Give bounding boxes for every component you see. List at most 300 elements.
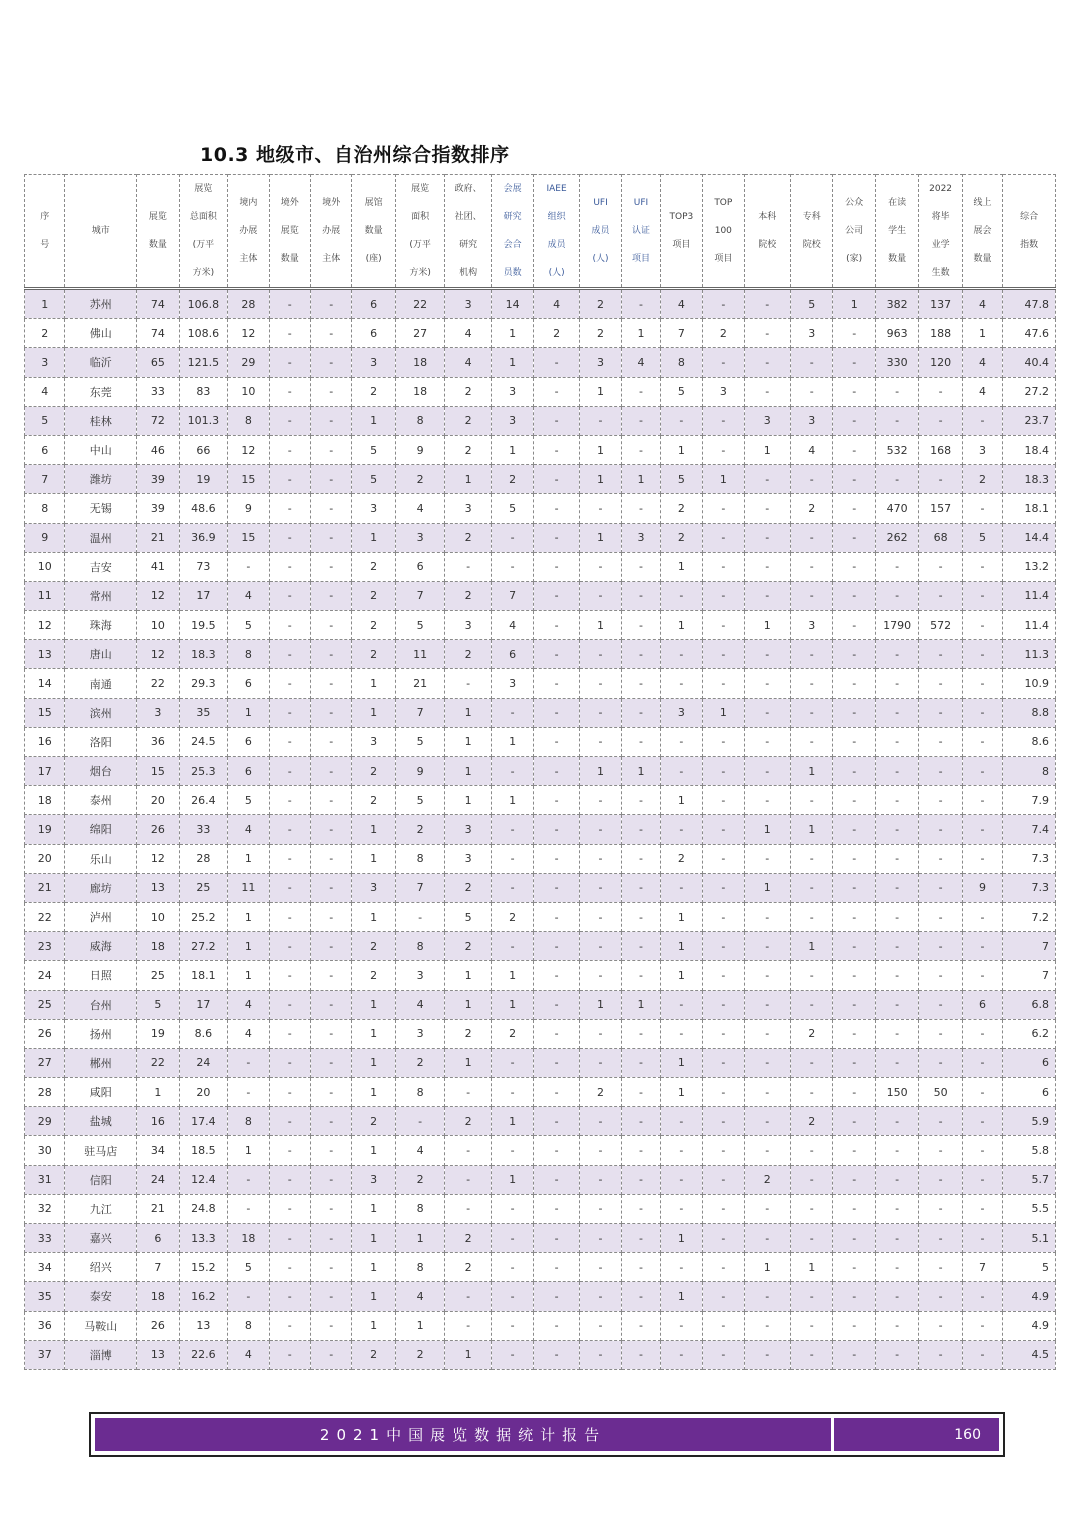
column-header-line: 展览 [148, 212, 167, 222]
value-cell: - [660, 757, 702, 786]
value-cell: 4.9 [1003, 1282, 1056, 1311]
value-cell: 11.4 [1003, 611, 1056, 640]
value-cell: - [703, 1107, 744, 1136]
value-cell: 1 [622, 757, 660, 786]
value-cell: - [660, 1194, 702, 1223]
city-cell: 苏州 [65, 289, 137, 319]
value-cell: 2 [579, 1078, 621, 1107]
value-cell: - [833, 786, 875, 815]
column-header-line: (人) [548, 268, 565, 278]
city-cell: 洛阳 [65, 727, 137, 756]
value-cell: - [703, 1253, 744, 1282]
value-cell: 2 [445, 873, 491, 902]
value-cell: 2 [491, 902, 533, 931]
value-cell: 2 [352, 1340, 395, 1369]
value-cell: - [744, 1136, 790, 1165]
value-cell: - [491, 552, 533, 581]
value-cell: 6 [137, 1224, 179, 1253]
value-cell: 15.2 [179, 1253, 228, 1282]
value-cell: - [875, 1019, 918, 1048]
value-cell: - [833, 377, 875, 406]
column-header-line: 组织 [547, 212, 566, 222]
value-cell: - [622, 640, 660, 669]
value-cell: 7 [1003, 932, 1056, 961]
value-cell: - [791, 1048, 833, 1077]
value-cell: - [875, 406, 918, 435]
value-cell: 24 [179, 1048, 228, 1077]
column-header-line: 方米) [409, 268, 431, 278]
rank-cell: 34 [25, 1253, 65, 1282]
value-cell: 1 [791, 757, 833, 786]
value-cell: - [311, 494, 352, 523]
value-cell: 2 [352, 1107, 395, 1136]
value-cell: - [579, 698, 621, 727]
value-cell: 8.6 [1003, 727, 1056, 756]
column-header-line: 展馆 [364, 198, 383, 208]
column-header-line: 院校 [802, 240, 821, 250]
value-cell: 18 [395, 348, 445, 377]
value-cell: 1 [622, 990, 660, 1019]
value-cell: - [311, 552, 352, 581]
value-cell: 26.4 [179, 786, 228, 815]
value-cell: 7.4 [1003, 815, 1056, 844]
value-cell: - [833, 1165, 875, 1194]
value-cell: - [744, 844, 790, 873]
value-cell: - [269, 640, 310, 669]
value-cell: - [833, 698, 875, 727]
value-cell: - [579, 1253, 621, 1282]
value-cell: - [919, 552, 962, 581]
column-header [833, 175, 875, 289]
value-cell: - [269, 1224, 310, 1253]
value-cell: 17 [179, 581, 228, 610]
value-cell: - [962, 1107, 1002, 1136]
value-cell: 27 [395, 319, 445, 348]
value-cell: 14.4 [1003, 523, 1056, 552]
value-cell: - [311, 1019, 352, 1048]
value-cell: - [962, 640, 1002, 669]
table-row [25, 435, 1056, 464]
value-cell: 2 [660, 844, 702, 873]
value-cell: 1 [579, 377, 621, 406]
value-cell: 137 [919, 289, 962, 319]
value-cell: 15 [228, 465, 269, 494]
value-cell: 15 [137, 757, 179, 786]
value-cell: 2 [579, 289, 621, 319]
report-footer [89, 1412, 1005, 1457]
value-cell: 1 [352, 1253, 395, 1282]
value-cell: - [791, 1340, 833, 1369]
city-cell: 泰安 [65, 1282, 137, 1311]
value-cell: 50 [919, 1078, 962, 1107]
value-cell: - [311, 1311, 352, 1340]
value-cell: - [491, 932, 533, 961]
value-cell: - [919, 1194, 962, 1223]
value-cell: 1 [660, 435, 702, 464]
column-header [352, 175, 395, 289]
value-cell: - [269, 932, 310, 961]
value-cell: - [791, 1136, 833, 1165]
value-cell: - [744, 640, 790, 669]
value-cell: 4 [228, 581, 269, 610]
value-cell: - [703, 406, 744, 435]
value-cell: - [875, 961, 918, 990]
value-cell: - [875, 757, 918, 786]
table-row [25, 1282, 1056, 1311]
value-cell: - [311, 1048, 352, 1077]
value-cell: - [962, 1165, 1002, 1194]
value-cell: - [534, 932, 579, 961]
value-cell: 5 [445, 902, 491, 931]
value-cell: - [833, 552, 875, 581]
column-header [622, 175, 660, 289]
value-cell: - [534, 1224, 579, 1253]
value-cell: 7 [660, 319, 702, 348]
value-cell: - [311, 727, 352, 756]
column-header [875, 175, 918, 289]
value-cell: 5 [962, 523, 1002, 552]
value-cell: 4.5 [1003, 1340, 1056, 1369]
city-cell: 珠海 [65, 611, 137, 640]
value-cell: 2 [395, 1048, 445, 1077]
city-cell: 九江 [65, 1194, 137, 1223]
value-cell: - [534, 1019, 579, 1048]
value-cell: - [744, 1194, 790, 1223]
value-cell: 66 [179, 435, 228, 464]
value-cell: - [791, 786, 833, 815]
value-cell: 1 [352, 990, 395, 1019]
value-cell: - [703, 786, 744, 815]
table-row [25, 1194, 1056, 1223]
value-cell: 18.5 [179, 1136, 228, 1165]
value-cell: - [919, 1311, 962, 1340]
value-cell: - [622, 1078, 660, 1107]
city-cell: 信阳 [65, 1165, 137, 1194]
value-cell: 3 [703, 377, 744, 406]
value-cell: - [491, 1253, 533, 1282]
value-cell: - [703, 1048, 744, 1077]
table-row [25, 1107, 1056, 1136]
value-cell: - [703, 1194, 744, 1223]
value-cell: - [269, 844, 310, 873]
value-cell: - [833, 319, 875, 348]
value-cell: - [269, 902, 310, 931]
value-cell: - [534, 494, 579, 523]
value-cell: 41 [137, 552, 179, 581]
value-cell: 2 [395, 1165, 445, 1194]
value-cell: - [534, 1194, 579, 1223]
value-cell: - [791, 1311, 833, 1340]
value-cell: - [622, 902, 660, 931]
value-cell: 68 [919, 523, 962, 552]
value-cell: - [703, 873, 744, 902]
value-cell: - [744, 786, 790, 815]
column-header-line: 境外 [322, 198, 341, 208]
value-cell: - [919, 1253, 962, 1282]
value-cell: - [311, 406, 352, 435]
value-cell: 12 [228, 435, 269, 464]
value-cell: 1790 [875, 611, 918, 640]
value-cell: - [875, 1253, 918, 1282]
value-cell: - [311, 873, 352, 902]
value-cell: 1 [228, 844, 269, 873]
value-cell: 4 [534, 289, 579, 319]
value-cell: 2 [445, 435, 491, 464]
value-cell: 2 [352, 786, 395, 815]
value-cell: 188 [919, 319, 962, 348]
value-cell: 5 [228, 1253, 269, 1282]
table-row [25, 1078, 1056, 1107]
column-header-line: 方米) [192, 268, 215, 278]
value-cell: - [703, 1078, 744, 1107]
value-cell: - [744, 552, 790, 581]
value-cell: 18 [228, 1224, 269, 1253]
value-cell: - [445, 1078, 491, 1107]
value-cell: 35 [179, 698, 228, 727]
column-header [311, 175, 352, 289]
value-cell: - [579, 1340, 621, 1369]
value-cell: 7.3 [1003, 844, 1056, 873]
value-cell: - [534, 1048, 579, 1077]
value-cell: 5.1 [1003, 1224, 1056, 1253]
value-cell: - [622, 1194, 660, 1223]
column-header-line: UFI [633, 198, 649, 208]
value-cell: - [491, 1224, 533, 1253]
value-cell: - [579, 581, 621, 610]
value-cell: 1 [660, 786, 702, 815]
value-cell: - [622, 1107, 660, 1136]
value-cell: 1 [352, 669, 395, 698]
rank-cell: 18 [25, 786, 65, 815]
value-cell: 1 [352, 1194, 395, 1223]
city-cell: 吉安 [65, 552, 137, 581]
value-cell: - [269, 494, 310, 523]
value-cell: 19 [137, 1019, 179, 1048]
column-header-line: 政府、 [454, 184, 482, 194]
value-cell: 5 [791, 289, 833, 319]
value-cell: 1 [352, 406, 395, 435]
value-cell: - [833, 348, 875, 377]
value-cell: - [491, 873, 533, 902]
value-cell: 121.5 [179, 348, 228, 377]
value-cell: - [534, 815, 579, 844]
value-cell: 3 [395, 1019, 445, 1048]
rank-cell: 9 [25, 523, 65, 552]
value-cell: - [579, 1019, 621, 1048]
city-cell: 乐山 [65, 844, 137, 873]
city-cell: 淄博 [65, 1340, 137, 1369]
value-cell: 14 [491, 289, 533, 319]
value-cell: 25.2 [179, 902, 228, 931]
value-cell: - [579, 815, 621, 844]
value-cell: - [311, 1282, 352, 1311]
value-cell: - [875, 1282, 918, 1311]
value-cell: - [579, 961, 621, 990]
value-cell: 4 [395, 990, 445, 1019]
value-cell: 5.5 [1003, 1194, 1056, 1223]
value-cell: - [660, 990, 702, 1019]
city-cell: 威海 [65, 932, 137, 961]
table-row [25, 990, 1056, 1019]
column-header [791, 175, 833, 289]
value-cell: 4 [962, 377, 1002, 406]
value-cell: - [534, 990, 579, 1019]
value-cell: 157 [919, 494, 962, 523]
value-cell: 36.9 [179, 523, 228, 552]
value-cell: - [791, 465, 833, 494]
column-header [579, 175, 621, 289]
value-cell: - [269, 348, 310, 377]
value-cell: - [269, 377, 310, 406]
value-cell: - [703, 1136, 744, 1165]
value-cell: - [791, 1078, 833, 1107]
value-cell: - [833, 990, 875, 1019]
value-cell: 12.4 [179, 1165, 228, 1194]
value-cell: 2 [352, 932, 395, 961]
value-cell: 48.6 [179, 494, 228, 523]
value-cell: 4 [445, 348, 491, 377]
value-cell: 11 [228, 873, 269, 902]
value-cell: - [622, 1019, 660, 1048]
column-header-line: (座) [365, 254, 382, 264]
value-cell: 2 [445, 377, 491, 406]
value-cell: - [744, 757, 790, 786]
value-cell: - [833, 435, 875, 464]
value-cell: 29 [228, 348, 269, 377]
value-cell: 1 [622, 465, 660, 494]
value-cell: - [534, 640, 579, 669]
value-cell: - [875, 902, 918, 931]
city-cell: 滨州 [65, 698, 137, 727]
rank-cell: 10 [25, 552, 65, 581]
value-cell: 1 [744, 815, 790, 844]
value-cell: - [791, 990, 833, 1019]
table-row [25, 902, 1056, 931]
table-row [25, 348, 1056, 377]
value-cell: - [833, 581, 875, 610]
value-cell: 8 [228, 1107, 269, 1136]
value-cell: 10.9 [1003, 669, 1056, 698]
column-header-line: 2022 [929, 184, 953, 194]
value-cell: - [919, 581, 962, 610]
rank-cell: 13 [25, 640, 65, 669]
city-index-table [24, 174, 1056, 1370]
column-header-line: 项目 [714, 254, 733, 264]
value-cell: 18 [137, 932, 179, 961]
column-header-line: 会合 [503, 240, 522, 250]
value-cell: - [311, 844, 352, 873]
value-cell: - [833, 1282, 875, 1311]
value-cell: - [791, 581, 833, 610]
column-header [269, 175, 310, 289]
value-cell: 12 [228, 319, 269, 348]
rank-cell: 21 [25, 873, 65, 902]
column-header-line: 成员 [591, 226, 610, 236]
value-cell: - [311, 465, 352, 494]
rank-cell: 24 [25, 961, 65, 990]
city-cell: 盐城 [65, 1107, 137, 1136]
value-cell: - [534, 523, 579, 552]
value-cell: - [622, 1282, 660, 1311]
value-cell: - [534, 1078, 579, 1107]
rank-cell: 19 [25, 815, 65, 844]
value-cell: 34 [137, 1136, 179, 1165]
value-cell: 21 [137, 1194, 179, 1223]
value-cell: - [833, 494, 875, 523]
value-cell: - [875, 465, 918, 494]
value-cell: 1 [660, 552, 702, 581]
value-cell: 1 [962, 319, 1002, 348]
value-cell: - [534, 465, 579, 494]
value-cell: 2 [445, 581, 491, 610]
value-cell: 5 [352, 465, 395, 494]
table-row [25, 1311, 1056, 1340]
value-cell: - [744, 1224, 790, 1253]
value-cell: - [919, 1136, 962, 1165]
value-cell: - [744, 1340, 790, 1369]
value-cell: 3 [491, 669, 533, 698]
column-header-line: 专科 [802, 212, 821, 222]
value-cell: 1 [491, 990, 533, 1019]
value-cell: - [269, 757, 310, 786]
value-cell: - [534, 348, 579, 377]
city-cell: 台州 [65, 990, 137, 1019]
value-cell: 26 [137, 1311, 179, 1340]
value-cell: 18.1 [179, 961, 228, 990]
column-header-line: 数量 [888, 254, 907, 264]
value-cell: - [269, 581, 310, 610]
value-cell: 2 [352, 581, 395, 610]
value-cell: 12 [137, 581, 179, 610]
value-cell: 24.5 [179, 727, 228, 756]
value-cell: - [744, 1311, 790, 1340]
value-cell: - [622, 1048, 660, 1077]
value-cell: - [791, 961, 833, 990]
value-cell: 12 [137, 844, 179, 873]
city-cell: 嘉兴 [65, 1224, 137, 1253]
city-cell: 潍坊 [65, 465, 137, 494]
value-cell: 3 [352, 494, 395, 523]
value-cell: 1 [445, 1340, 491, 1369]
column-header-line: IAEE [546, 184, 567, 194]
value-cell: - [962, 552, 1002, 581]
value-cell: - [311, 289, 352, 319]
value-cell: - [579, 1136, 621, 1165]
value-cell: - [491, 844, 533, 873]
value-cell: 10 [137, 902, 179, 931]
value-cell: - [269, 611, 310, 640]
value-cell: 5.7 [1003, 1165, 1056, 1194]
value-cell: 4 [395, 1282, 445, 1311]
rank-cell: 1 [25, 289, 65, 319]
value-cell: - [622, 581, 660, 610]
column-header-line: 院校 [758, 240, 777, 250]
value-cell: - [622, 552, 660, 581]
column-header-line: 城市 [91, 226, 110, 236]
value-cell: - [534, 406, 579, 435]
column-header-line: 展会 [973, 226, 992, 236]
rank-cell: 29 [25, 1107, 65, 1136]
value-cell: 7 [1003, 961, 1056, 990]
value-cell: 28 [228, 289, 269, 319]
value-cell: 40.4 [1003, 348, 1056, 377]
value-cell: 7 [395, 698, 445, 727]
value-cell: - [491, 523, 533, 552]
value-cell: 4 [228, 990, 269, 1019]
rank-cell: 32 [25, 1194, 65, 1223]
value-cell: 6 [1003, 1078, 1056, 1107]
value-cell: - [534, 611, 579, 640]
